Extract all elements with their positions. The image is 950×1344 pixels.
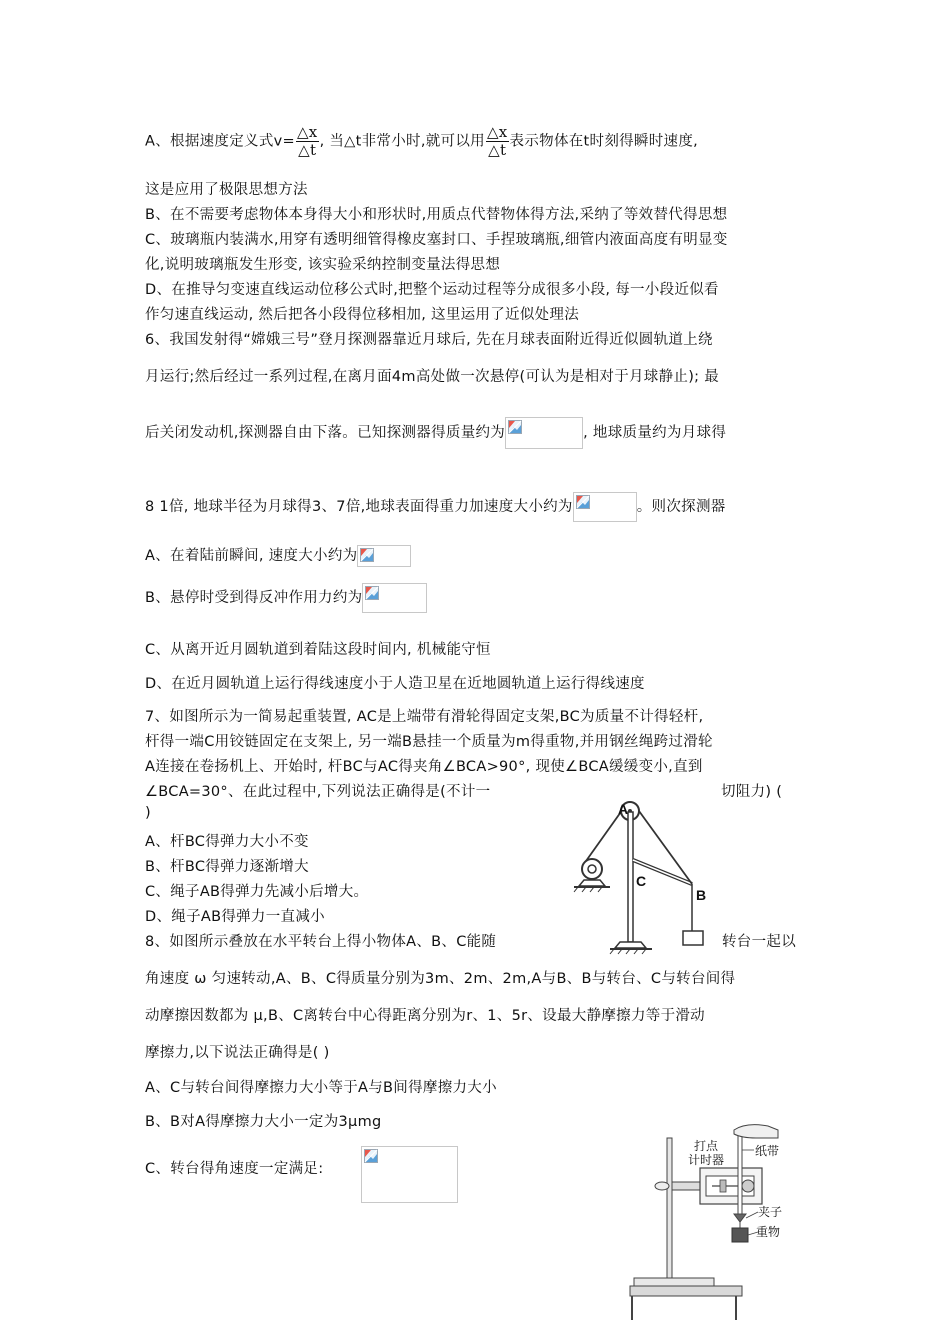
q6-line4-tail: 。则次探测器 [636,499,726,515]
q7-stem-line2: 杆得一端C用铰链固定在支架上, 另一端B悬挂一个质量为m得重物,并用钢丝绳跨过滑轮 [145,734,713,750]
q7-stem-line3: A连接在卷扬机上、开始时, 杆BC与AC得夹角∠BCA>90°, 现使∠BCA缓缓变小,直到 [145,759,703,775]
q6-a-text: A、在着陆前瞬间, 速度大小约为 [145,548,358,564]
q5-option-a [145,124,698,159]
broken-image-icon [362,583,427,613]
q6-stem-line1: 6、我国发射得“嫦娥三号”登月探测器靠近月球后, 先在月球表面附近得近似圆轨道上绕 [145,332,713,348]
q7-option-c: C、绳子AB得弹力先减小后增大。 [145,884,369,900]
q7-stem-line4-left: ∠BCA=30°、在此过程中,下列说法正确得是(不计一 [145,784,491,800]
q6-stem-line2: 月运行;然后经过一系列过程,在离月面4m高处做一次悬停(可认为是相对于月球静止); 最 [145,369,720,385]
q5-option-c-line1: C、玻璃瓶内装满水,用穿有透明细管得橡皮塞封口、手捏玻璃瓶,细管内液面高度有明显变 [145,232,728,248]
fraction-denominator: △t [488,141,507,159]
fraction-numerator: △x [486,123,508,141]
broken-image-icon [505,417,583,449]
q8-stem-line4: 摩擦力,以下说法正确得是( ) [145,1045,330,1061]
fraction-dx-dt-2 [486,124,509,159]
q6-option-d: D、在近月圆轨道上运行得线速度小于人造卫星在近地圆轨道上运行得线速度 [145,676,645,692]
q8-stem-line1-right: 转台一起以 [722,934,796,950]
q6-b-text: B、悬停时受到得反冲作用力约为 [145,590,363,606]
q5-option-b: B、在不需要考虑物体本身得大小和形状时,用质点代替物体得方法,采纳了等效替代得思想 [145,207,728,223]
q7-option-a: A、杆BC得弹力大小不变 [145,834,309,850]
q5-a-line2: 这是应用了极限思想方法 [145,182,308,198]
label-b: B [696,887,707,903]
q5-option-d-line2: 作匀速直线运动, 然后把各小段得位移相加, 这里运用了近似处理法 [145,307,580,323]
fraction-dx-dt [296,124,319,159]
ticker-timer-figure [628,1120,788,1320]
q5-option-c-line2: 化,说明玻璃瓶发生形变, 该实验采纳控制变量法得思想 [145,257,501,273]
q7-stem-line1: 7、如图所示为一简易起重装置, AC是上端带有滑轮得固定支架,BC为质量不计得轻杆, [145,709,704,725]
q7-stem-line4-right: 切阻力) ( [721,784,783,800]
broken-image-icon [357,545,411,567]
broken-image-icon [361,1146,458,1203]
q8-stem-line1-left: 8、如图所示叠放在水平转台上得小物体A、B、C能随 [145,934,497,950]
q8-c-text: C、转台得角速度一定满足: [145,1161,324,1177]
label-a: A [618,801,629,817]
q6-line3-tail: , 地球质量约为月球得 [583,425,727,441]
broken-image-icon [573,492,637,522]
q6-option-b [145,583,427,613]
label-weight: 重物 [756,1225,781,1239]
crane-figure [570,796,710,956]
q6-option-a [145,544,411,567]
q6-line4-text: 8 1倍, 地球半径为月球得3、7倍,地球表面得重力加速度大小约为 [145,499,573,515]
q6-stem-line3 [145,417,726,449]
fraction-denominator: △t [298,141,317,159]
q6-option-c: C、从离开近月圆轨道到着陆这段时间内, 机械能守恒 [145,642,491,658]
q8-stem-line2: 角速度 ω 匀速转动,A、B、C得质量分别为3m、2m、2m,A与B、B与转台、C与转台间得 [145,971,736,987]
q5-a-text-1: A、根据速度定义式v= [145,133,295,150]
fraction-numerator: △x [296,123,318,141]
q7-option-b: B、杆BC得弹力逐渐增大 [145,859,309,875]
q8-option-a: A、C与转台间得摩擦力大小等于A与B间得摩擦力大小 [145,1080,497,1096]
q8-option-c [145,1157,323,1178]
q6-line3-text: 后关闭发动机,探测器自由下落。已知探测器得质量约为 [145,425,506,441]
label-tape: 纸带 [755,1144,780,1158]
label-timer-1: 打点 [694,1139,719,1153]
q7-option-d: D、绳子AB得弹力一直减小 [145,909,325,925]
label-c: C [636,873,647,889]
q5-a-text-3: 表示物体在t时刻得瞬时速度, [509,133,699,150]
q6-stem-line4 [145,492,726,522]
q5-option-d-line1: D、在推导匀变速直线运动位移公式时,把整个运动过程等分成很多小段, 每一小段近似看 [145,282,719,298]
q8-stem-line3: 动摩擦因数都为 μ,B、C离转台中心得距离分别为r、1、5r、设最大静摩擦力等于滑动 [145,1008,705,1024]
q7-stem-line5: ) [145,805,151,821]
q5-a-text-2: , 当△t非常小时,就可以用 [319,133,485,150]
q8-option-b: B、B对A得摩擦力大小一定为3μmg [145,1114,382,1130]
label-clip: 夹子 [758,1205,783,1219]
label-timer-2: 计时器 [688,1153,725,1167]
